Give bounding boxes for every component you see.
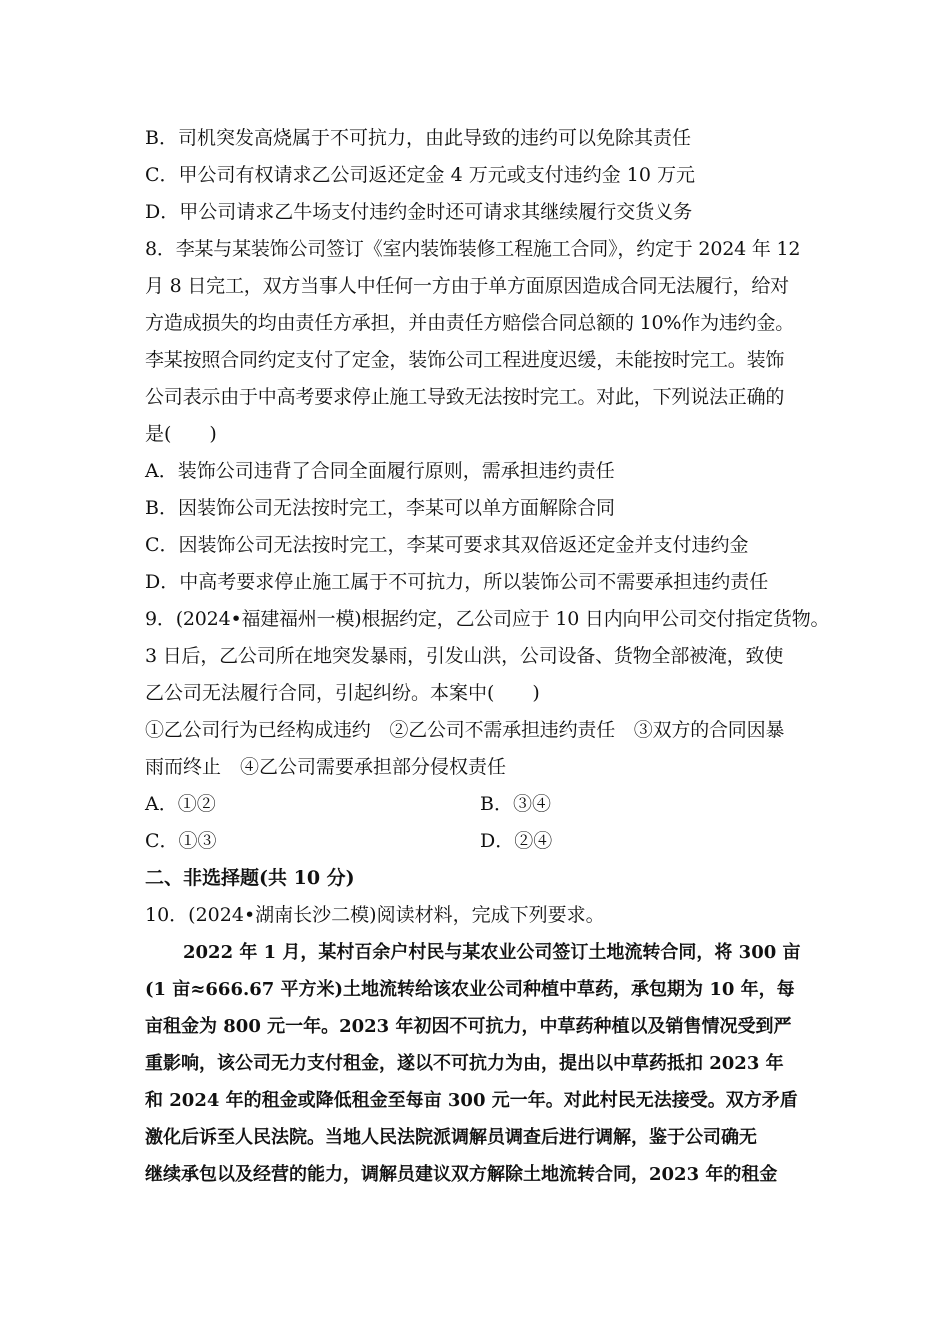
- q9-options-row-2: [145, 823, 825, 860]
- q9-option-b: B．③④: [480, 793, 551, 815]
- q7-option-d: D．甲公司请求乙牛场支付违约金时还可请求其继续履行交货义务: [145, 201, 693, 223]
- q9-stem-line-1: 9．(2024•福建福州一模)根据约定，乙公司应于 10 日内向甲公司交付指定货物。: [145, 608, 830, 630]
- q10-material-line-7: 继续承包以及经营的能力，调解员建议双方解除土地流转合同，2023 年的租金: [145, 1164, 778, 1185]
- q9-option-c: C．①③: [145, 830, 217, 852]
- q8-stem-line-5: 公司表示由于中高考要求停止施工导致无法按时完工。对此，下列说法正确的: [145, 386, 785, 408]
- q10-stem: 10．(2024•湖南长沙二模)阅读材料，完成下列要求。: [145, 904, 605, 926]
- q8-option-d: D．中高考要求停止施工属于不可抗力，所以装饰公司不需要承担违约责任: [145, 571, 769, 593]
- q9-statements-line-1: ①乙公司行为已经构成违约 ②乙公司不需承担违约责任 ③双方的合同因暴: [145, 719, 785, 741]
- q8-stem-line-3: 方造成损失的均由责任方承担，并由责任方赔偿合同总额的 10%作为违约金。: [145, 312, 795, 334]
- q10-material-line-5: 和 2024 年的租金或降低租金至每亩 300 元一年。对此村民无法接受。双方矛盾: [145, 1090, 798, 1111]
- q10-material-line-3: 亩租金为 800 元一年。2023 年初因不可抗力，中草药种植以及销售情况受到严: [145, 1016, 792, 1037]
- q8-option-c: C．因装饰公司无法按时完工，李某可要求其双倍返还定金并支付违约金: [145, 534, 749, 556]
- q10-material-line-2: (1 亩≈666.67 平方米)土地流转给该农业公司种植中草药，承包期为 10 年，每: [145, 979, 795, 1000]
- q9-option-d: D．②④: [480, 830, 553, 852]
- document-page: [145, 120, 830, 1193]
- q10-material-line-1: 2022 年 1 月，某村百余户村民与某农业公司签订土地流转合同，将 300 亩: [183, 942, 801, 963]
- q8-stem-line-1: 8．李某与某装饰公司签订《室内装饰装修工程施工合同》，约定于 2024 年 12: [145, 238, 801, 260]
- q9-stem-line-2: 3 日后，乙公司所在地突发暴雨，引发山洪，公司设备、货物全部被淹，致使: [145, 645, 784, 667]
- q9-stem-line-3: 乙公司无法履行合同，引起纠纷。本案中( ): [145, 682, 540, 704]
- q9-option-a: A．①②: [145, 793, 216, 815]
- q9-statements-line-2: 雨而终止 ④乙公司需要承担部分侵权责任: [145, 756, 507, 778]
- q7-option-b: B．司机突发高烧属于不可抗力，由此导致的违约可以免除其责任: [145, 127, 691, 149]
- q7-option-c: C．甲公司有权请求乙公司返还定金 4 万元或支付违约金 10 万元: [145, 164, 695, 186]
- q8-stem-line-6: 是( ): [145, 423, 217, 445]
- q8-option-a: A．装饰公司违背了合同全面履行原则，需承担违约责任: [145, 460, 615, 482]
- q8-stem-line-4: 李某按照合同约定支付了定金，装饰公司工程进度迟缓，未能按时完工。装饰: [145, 349, 785, 371]
- q10-material-line-6: 激化后诉至人民法院。当地人民法院派调解员调查后进行调解，鉴于公司确无: [145, 1127, 757, 1148]
- section-title: 二、非选择题(共 10 分): [145, 867, 355, 889]
- q9-options-row-1: [145, 786, 825, 823]
- q8-stem-line-2: 月 8 日完工，双方当事人中任何一方由于单方面原因造成合同无法履行，给对: [145, 275, 789, 297]
- q10-material-line-4: 重影响，该公司无力支付租金，遂以不可抗力为由，提出以中草药抵扣 2023 年: [145, 1053, 784, 1074]
- q8-option-b: B．因装饰公司无法按时完工，李某可以单方面解除合同: [145, 497, 615, 519]
